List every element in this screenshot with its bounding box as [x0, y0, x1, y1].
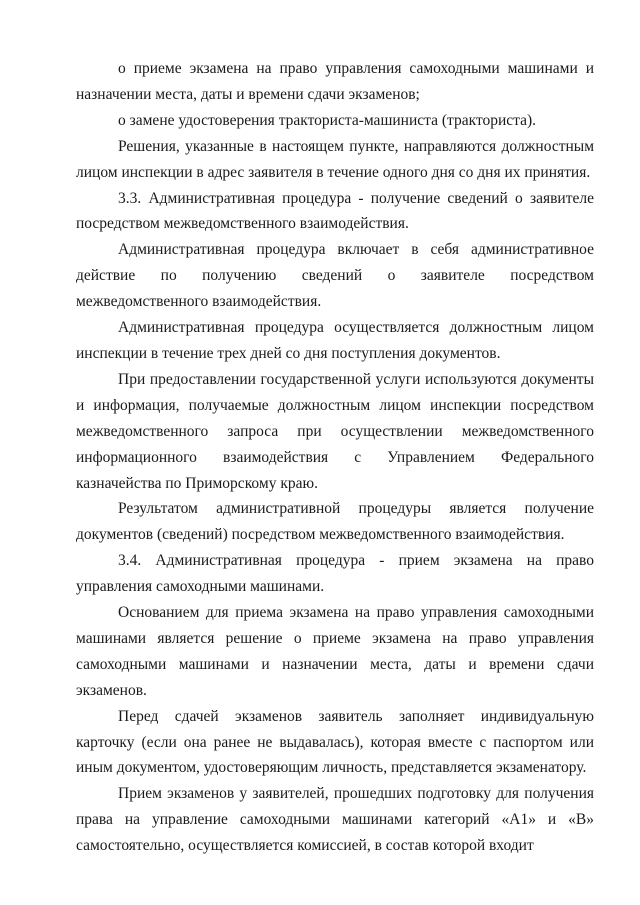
paragraph-exam-basis: Основанием для приема экзамена на право управления самоходными машинами является решение о приеме экзамена на право управления самоходными машинами и назначении места, даты и времени сдачи экзаменов.	[76, 604, 594, 699]
paragraph-procedure-timing: Административная процедура осуществляется должностным лицом инспекции в течение трех дней со дня поступления документов.	[76, 319, 594, 362]
paragraph-documents-used: При предоставлении государственной услуги используются документы и информация, получаемые должностным лицом инспекции посредством межведомственного запроса при осуществлении межведомственного информационного взаимодействия с Управлением Федерального казначейства по Приморскому краю.	[76, 370, 594, 492]
document-page	[76, 56, 594, 859]
paragraph-procedure-result: Результатом административной процедуры является получение документов (сведений) посредством межведомственного взаимодействия.	[76, 500, 594, 544]
paragraph-decisions-sent: Решения, указанные в настоящем пункте, направляются должностным лицом инспекции в адрес заявителя в течение одного дня со дня их принятия.	[76, 137, 594, 181]
paragraph-procedure-includes: Административная процедура включает в себя административное действие по получению сведений о заявителе посредством межведомственного взаимодействия.	[76, 241, 594, 311]
section-3-4-heading: 3.4. Административная процедура - прием экзамена на право управления самоходными машинами.	[76, 552, 594, 596]
section-3-3-heading: 3.3. Административная процедура - получение сведений о заявителе посредством межведомственного взаимодействия.	[76, 189, 594, 233]
paragraph-individual-card: Перед сдачей экзаменов заявитель заполняет индивидуальную карточку (если она ранее не выдавалась), которая вместе с паспортом или иным документом, удостоверяющим личность, представляется экзаменатору.	[76, 707, 594, 777]
paragraph-license-replacement: о замене удостоверения тракториста-машиниста (тракториста).	[118, 111, 537, 129]
paragraph-exam-commission: Прием экзаменов у заявителей, прошедших подготовку для получения права на управление самоходными машинами категорий «A1» и «B» самостоятельно, осуществляется комиссией, в состав которой входит	[76, 785, 594, 855]
paragraph-exam-decision: о приеме экзамена на право управления самоходными машинами и назначении места, даты и времени сдачи экзаменов;	[76, 60, 594, 103]
